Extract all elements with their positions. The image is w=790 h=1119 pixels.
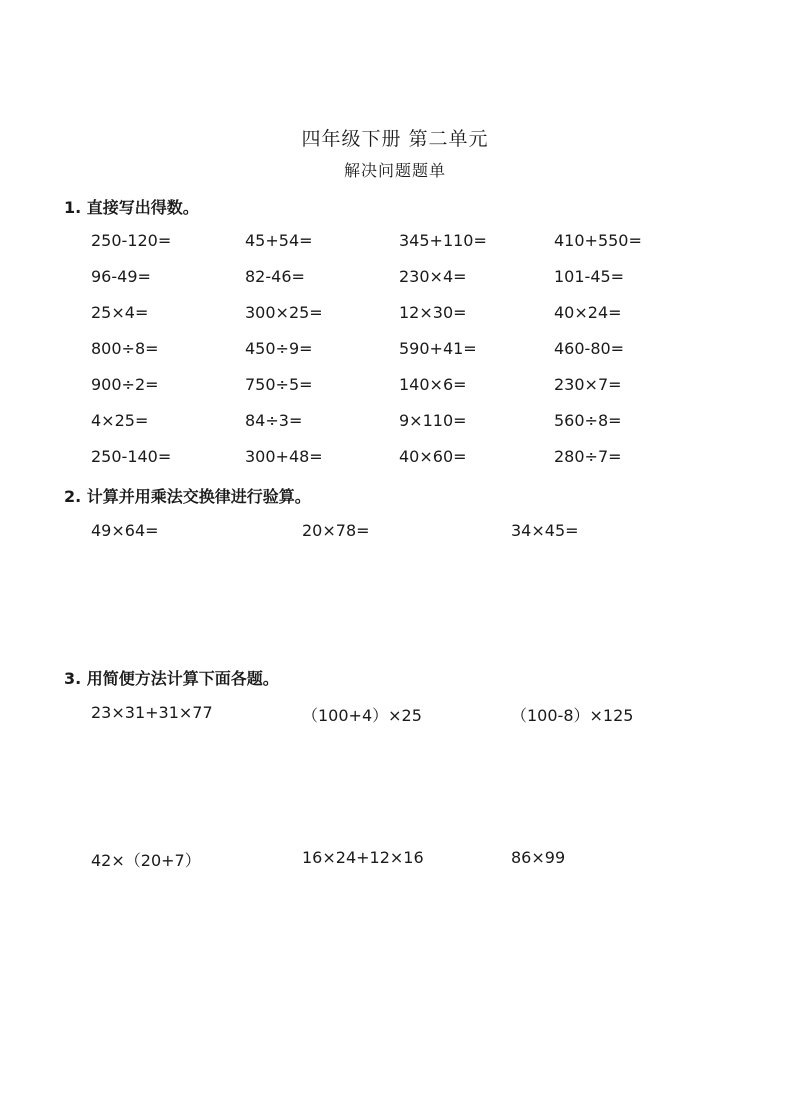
problem-item: 140×6= <box>399 375 467 394</box>
problem-item: 96-49= <box>91 267 151 286</box>
problem-item: 560÷8= <box>554 411 622 430</box>
problem-item: 12×30= <box>399 303 467 322</box>
problem-row <box>91 447 731 483</box>
problem-row <box>91 411 731 447</box>
problem-item: 42×（20+7） <box>91 851 201 870</box>
page-title: 四年级下册 第二单元 <box>301 128 489 150</box>
problem-item: 40×24= <box>554 303 622 322</box>
oral-calculation-grid <box>91 231 731 483</box>
problem-item: 590+41= <box>399 339 477 358</box>
problem-item: 450÷9= <box>245 339 313 358</box>
problem-item: 45+54= <box>245 231 313 250</box>
problem-item: 230×4= <box>399 267 467 286</box>
problem-item: 84÷3= <box>245 411 303 430</box>
problem-item: 4×25= <box>91 411 149 430</box>
problem-item: 300+48= <box>245 447 323 466</box>
problem-item: 750÷5= <box>245 375 313 394</box>
problem-item: 300×25= <box>245 303 323 322</box>
page-subtitle: 解决问题题单 <box>343 161 446 180</box>
problem-item: （100-8）×125 <box>511 706 634 725</box>
problem-item: 34×45= <box>511 521 579 540</box>
problem-item: 16×24+12×16 <box>302 848 424 867</box>
problem-item: 25×4= <box>91 303 149 322</box>
problem-item: 82-46= <box>245 267 305 286</box>
problem-item: 23×31+31×77 <box>91 703 213 722</box>
problem-row <box>91 375 731 411</box>
problem-item: 49×64= <box>91 521 159 540</box>
problem-item: 86×99 <box>511 848 566 867</box>
problem-item: 20×78= <box>302 521 370 540</box>
problem-item: 250-140= <box>91 447 172 466</box>
section-3-heading: 3. 用简便方法计算下面各题。 <box>64 669 279 688</box>
problem-row <box>91 339 731 375</box>
section-1-heading: 1. 直接写出得数。 <box>64 198 199 217</box>
problem-item: 280÷7= <box>554 447 622 466</box>
problem-item: 101-45= <box>554 267 625 286</box>
problem-item: 410+550= <box>554 231 642 250</box>
problem-row <box>91 267 731 303</box>
problem-item: 900÷2= <box>91 375 159 394</box>
problem-item: 250-120= <box>91 231 172 250</box>
problem-item: 230×7= <box>554 375 622 394</box>
problem-item: 9×110= <box>399 411 467 430</box>
problem-row <box>91 303 731 339</box>
problem-item: 800÷8= <box>91 339 159 358</box>
problem-item: （100+4）×25 <box>302 706 422 725</box>
section-2-heading: 2. 计算并用乘法交换律进行验算。 <box>64 487 311 506</box>
problem-item: 40×60= <box>399 447 467 466</box>
problem-item: 345+110= <box>399 231 487 250</box>
problem-row <box>91 231 731 267</box>
problem-item: 460-80= <box>554 339 625 358</box>
